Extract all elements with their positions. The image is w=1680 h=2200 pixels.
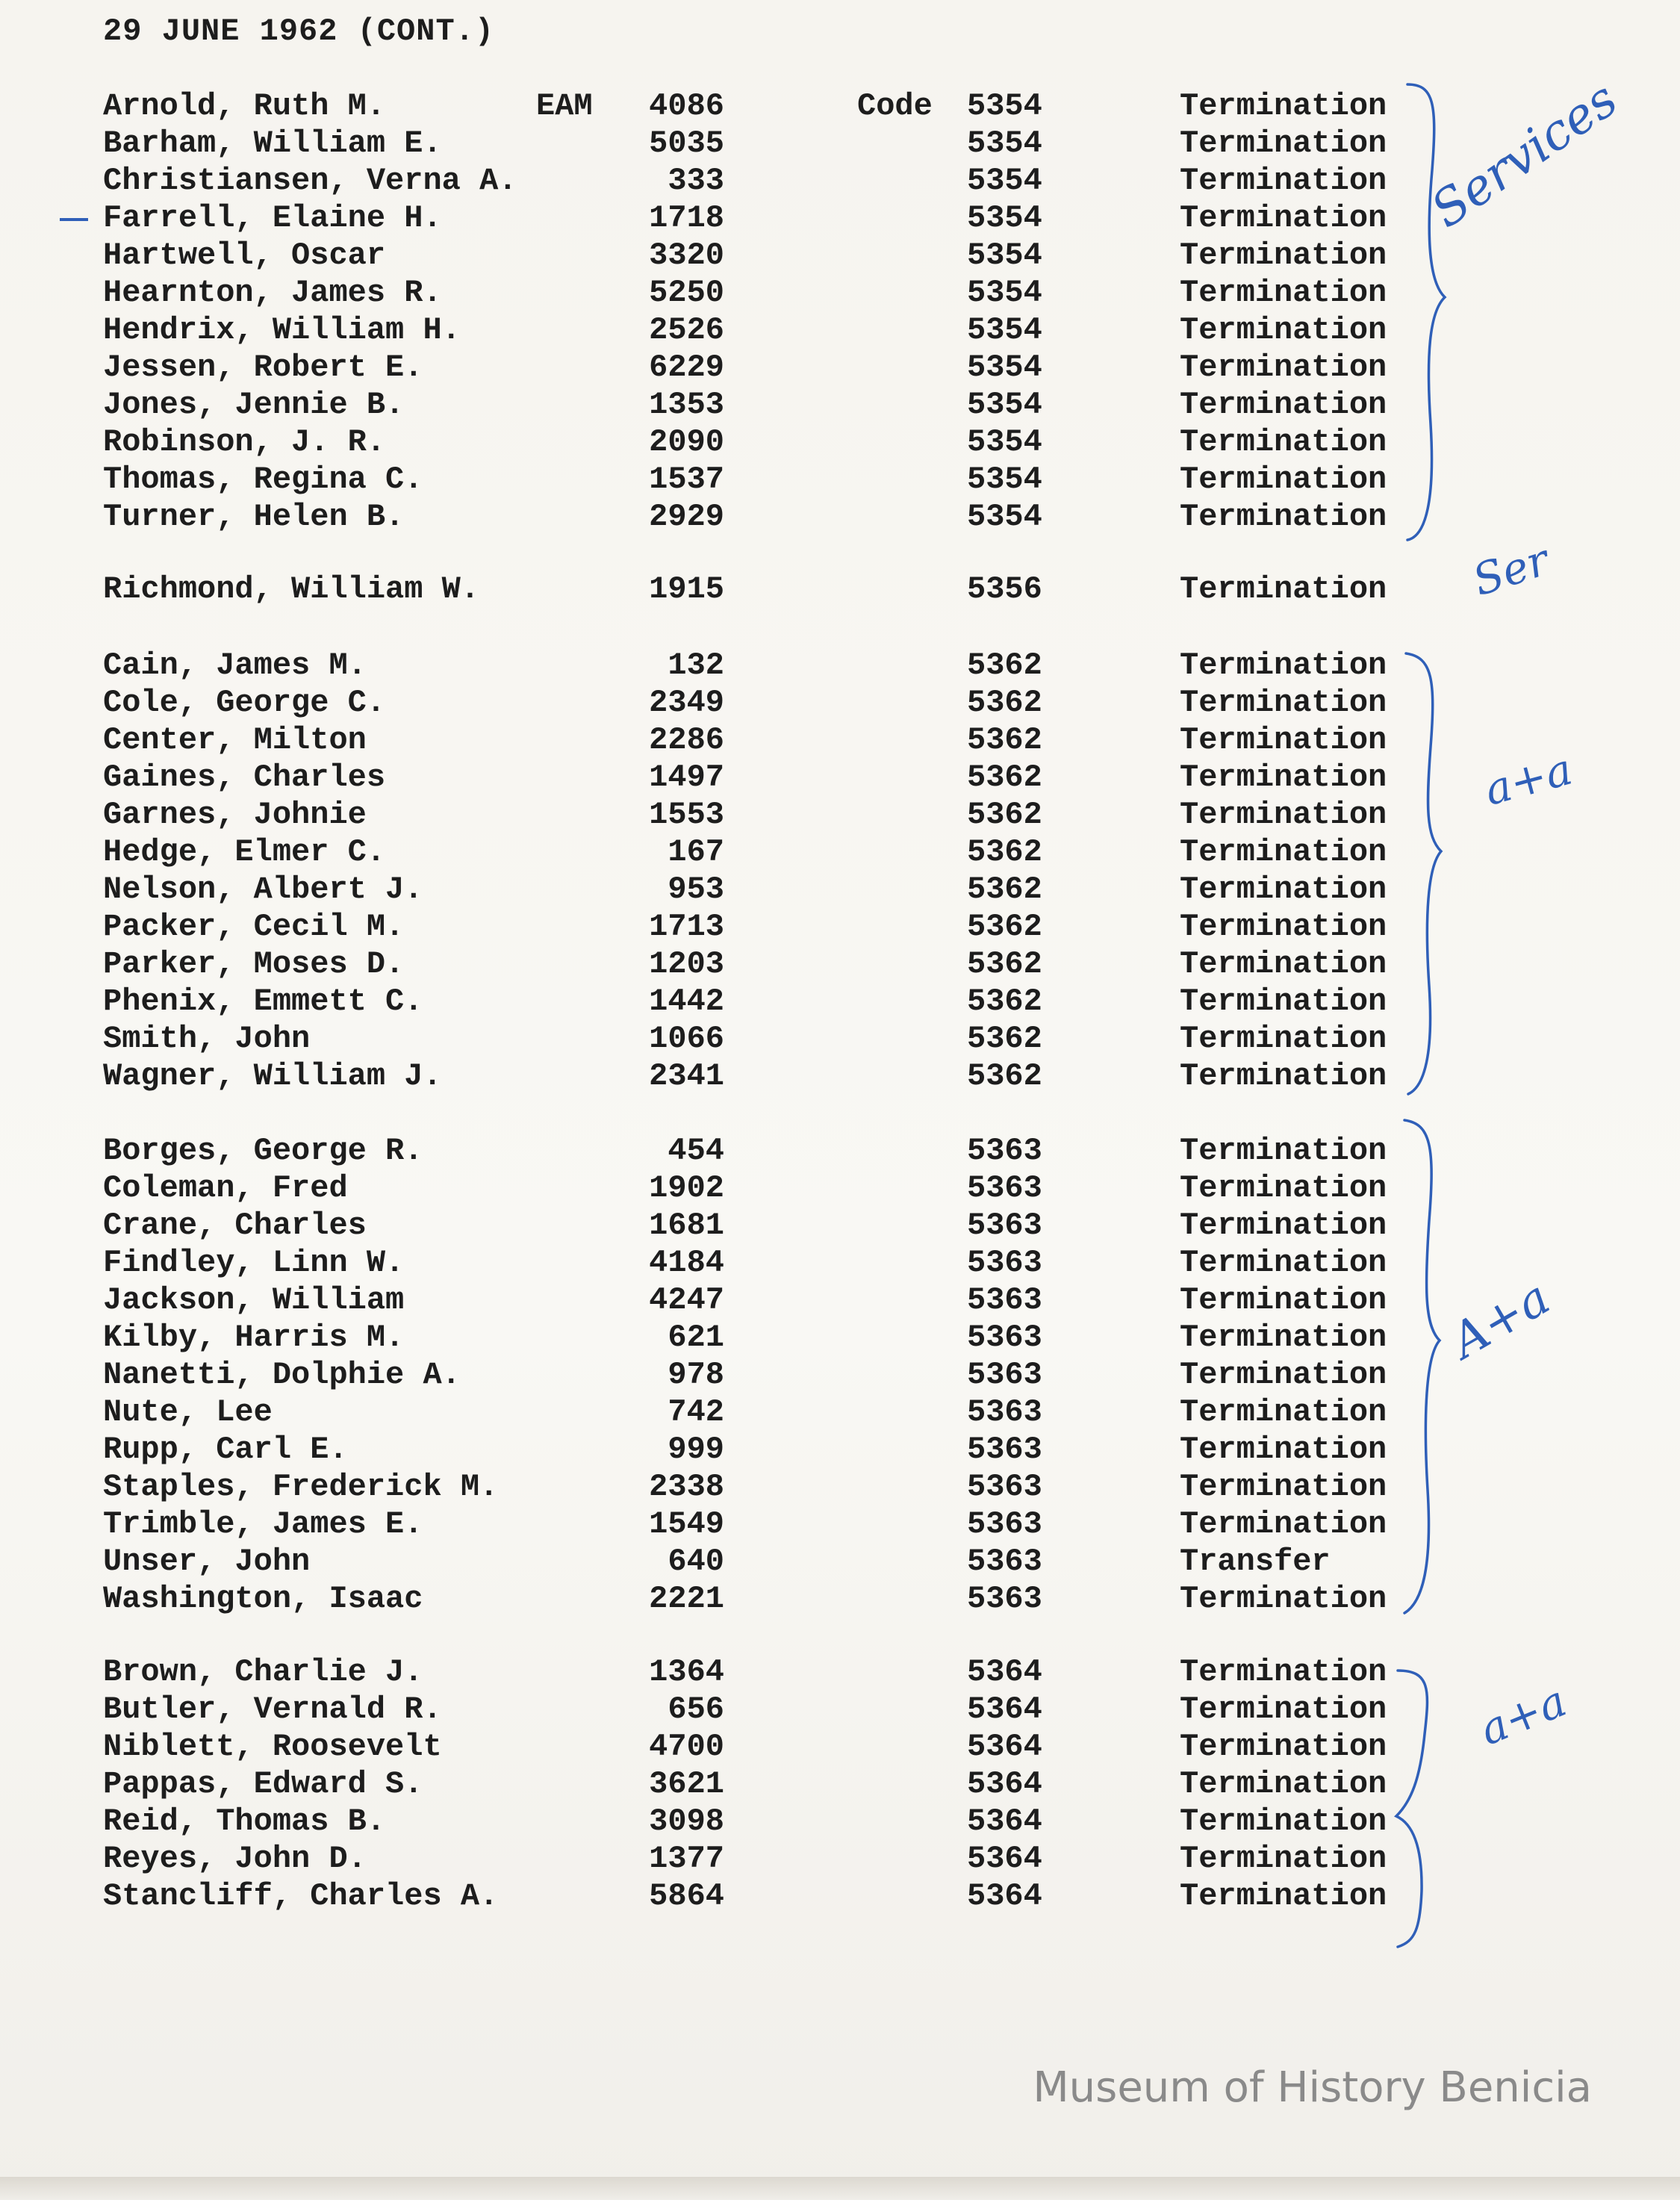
employee-name: Jessen, Robert E. (103, 349, 423, 385)
department-code: 5354 (967, 462, 1042, 497)
action-status: Termination (1180, 349, 1387, 385)
employee-name: Turner, Helen B. (103, 499, 405, 535)
employee-number: 640 (668, 1544, 724, 1579)
employee-name: Center, Milton (103, 722, 367, 758)
employee-name: Hedge, Elmer C. (103, 834, 386, 870)
department-code: 5354 (967, 424, 1042, 460)
department-code: 5363 (967, 1581, 1042, 1617)
action-status: Termination (1180, 1691, 1387, 1727)
department-code: 5354 (967, 312, 1042, 348)
department-code: 5364 (967, 1803, 1042, 1839)
employee-name: Washington, Isaac (103, 1581, 423, 1617)
department-code: 5363 (967, 1245, 1042, 1281)
employee-name: Cole, George C. (103, 685, 386, 721)
employee-name: Findley, Linn W. (103, 1245, 405, 1281)
employee-name: Hendrix, William H. (103, 312, 461, 348)
department-code: 5364 (967, 1841, 1042, 1877)
action-status: Termination (1180, 1766, 1387, 1802)
employee-number: 5864 (649, 1878, 724, 1914)
department-code: 5362 (967, 685, 1042, 721)
department-code: 5354 (967, 237, 1042, 273)
employee-name: Jones, Jennie B. (103, 387, 405, 423)
action-status: Termination (1180, 1021, 1387, 1057)
annotation-group-5362: a+a (1479, 743, 1578, 815)
department-code: 5363 (967, 1394, 1042, 1430)
bracket-5362 (1402, 650, 1455, 1098)
action-status: Termination (1180, 1320, 1387, 1355)
department-code: 5362 (967, 909, 1042, 945)
employee-number: 4700 (649, 1729, 724, 1765)
action-status: Termination (1180, 424, 1387, 460)
department-code: 5362 (967, 797, 1042, 833)
action-status: Termination (1180, 1282, 1387, 1318)
employee-number: 2338 (649, 1469, 724, 1505)
action-status: Transfer (1180, 1544, 1331, 1579)
employee-number: 2929 (649, 499, 724, 535)
department-code: 5364 (967, 1878, 1042, 1914)
department-code: 5363 (967, 1432, 1042, 1467)
employee-name: Farrell, Elaine H. (103, 200, 442, 236)
employee-name: Smith, John (103, 1021, 311, 1057)
employee-name: Borges, George R. (103, 1133, 423, 1169)
employee-number: 2286 (649, 722, 724, 758)
action-status: Termination (1180, 88, 1387, 124)
department-code: 5363 (967, 1170, 1042, 1206)
employee-number: 2090 (649, 424, 724, 460)
action-status: Termination (1180, 946, 1387, 982)
employee-name: Gaines, Charles (103, 759, 386, 795)
action-status: Termination (1180, 275, 1387, 311)
department-code: 5362 (967, 647, 1042, 683)
employee-number: 1718 (649, 200, 724, 236)
employee-number: 953 (668, 871, 724, 907)
action-status: Termination (1180, 647, 1387, 683)
employee-number: 3098 (649, 1803, 724, 1839)
employee-number: 1537 (649, 462, 724, 497)
department-code: 5362 (967, 946, 1042, 982)
bracket-5364 (1389, 1667, 1449, 1951)
action-status: Termination (1180, 462, 1387, 497)
page-header: 29 JUNE 1962 (CONT.) (103, 13, 495, 49)
employee-number: 333 (668, 163, 724, 199)
action-status: Termination (1180, 1432, 1387, 1467)
employee-name: Niblett, Roosevelt (103, 1729, 442, 1765)
employee-name: Robinson, J. R. (103, 424, 386, 460)
department-code: 5363 (967, 1208, 1042, 1243)
employee-number: 1364 (649, 1654, 724, 1690)
department-code: 5363 (967, 1133, 1042, 1169)
employee-name: Butler, Vernald R. (103, 1691, 442, 1727)
employee-name: Reyes, John D. (103, 1841, 367, 1877)
action-status: Termination (1180, 125, 1387, 161)
employee-number: 4086 (649, 88, 724, 124)
department-code: 5363 (967, 1544, 1042, 1579)
employee-name: Stancliff, Charles A. (103, 1878, 499, 1914)
department-code: 5362 (967, 871, 1042, 907)
employee-number: 1497 (649, 759, 724, 795)
action-status: Termination (1180, 1803, 1387, 1839)
department-code: 5354 (967, 387, 1042, 423)
employee-number: 1902 (649, 1170, 724, 1206)
employee-number: 1549 (649, 1506, 724, 1542)
bracket-5354 (1404, 81, 1456, 544)
action-status: Termination (1180, 387, 1387, 423)
department-code: 5362 (967, 1058, 1042, 1094)
employee-name: Christiansen, Verna A. (103, 163, 517, 199)
department-code: 5354 (967, 88, 1042, 124)
employee-name: Hartwell, Oscar (103, 237, 386, 273)
employee-number: 167 (668, 834, 724, 870)
employee-number: 2349 (649, 685, 724, 721)
employee-name: Coleman, Fred (103, 1170, 348, 1206)
employee-number: 2341 (649, 1058, 724, 1094)
department-code: 5356 (967, 571, 1042, 607)
employee-name: Nanetti, Dolphie A. (103, 1357, 461, 1393)
employee-number: 2221 (649, 1581, 724, 1617)
employee-number: 1442 (649, 984, 724, 1019)
employee-number: 4184 (649, 1245, 724, 1281)
action-status: Termination (1180, 163, 1387, 199)
employee-name: Kilby, Harris M. (103, 1320, 405, 1355)
employee-number: 3621 (649, 1766, 724, 1802)
annotation-services: Services (1420, 70, 1628, 240)
annotation-ser: Ser (1466, 534, 1555, 606)
annotation-group-5364: a+a (1472, 1675, 1573, 1756)
employee-name: Nelson, Albert J. (103, 871, 423, 907)
employee-number: 656 (668, 1691, 724, 1727)
group-5356 (0, 571, 1680, 608)
action-status: Termination (1180, 871, 1387, 907)
department-code: 5354 (967, 275, 1042, 311)
action-status: Termination (1180, 834, 1387, 870)
employee-number: 454 (668, 1133, 724, 1169)
employee-number: 132 (668, 647, 724, 683)
department-code: 5354 (967, 125, 1042, 161)
employee-name: Hearnton, James R. (103, 275, 442, 311)
employee-name: Phenix, Emmett C. (103, 984, 423, 1019)
department-code: 5364 (967, 1766, 1042, 1802)
department-code: 5362 (967, 759, 1042, 795)
employee-name: Cain, James M. (103, 647, 367, 683)
employee-number: 999 (668, 1432, 724, 1467)
employee-name: Barham, William E. (103, 125, 442, 161)
action-status: Termination (1180, 909, 1387, 945)
employee-number: 1681 (649, 1208, 724, 1243)
action-status: Termination (1180, 1058, 1387, 1094)
employee-name: Pappas, Edward S. (103, 1766, 423, 1802)
action-status: Termination (1180, 722, 1387, 758)
department-code: 5363 (967, 1320, 1042, 1355)
action-status: Termination (1180, 1133, 1387, 1169)
employee-number: 3320 (649, 237, 724, 273)
action-status: Termination (1180, 1581, 1387, 1617)
employee-number: 1713 (649, 909, 724, 945)
table-row (0, 571, 1680, 608)
employee-number: 1353 (649, 387, 724, 423)
department-code: 5362 (967, 834, 1042, 870)
employee-name: Nute, Lee (103, 1394, 273, 1430)
watermark: Museum of History Benicia (1033, 2063, 1592, 2112)
action-status: Termination (1180, 1357, 1387, 1393)
action-status: Termination (1180, 1394, 1387, 1430)
action-status: Termination (1180, 1245, 1387, 1281)
department-code: 5363 (967, 1282, 1042, 1318)
employee-number: 621 (668, 1320, 724, 1355)
eam-label: EAM (536, 88, 593, 124)
employee-name: Wagner, William J. (103, 1058, 442, 1094)
action-status: Termination (1180, 1841, 1387, 1877)
employee-number: 1553 (649, 797, 724, 833)
employee-name: Packer, Cecil M. (103, 909, 405, 945)
action-status: Termination (1180, 759, 1387, 795)
employee-number: 5250 (649, 275, 724, 311)
department-code: 5354 (967, 200, 1042, 236)
action-status: Termination (1180, 1506, 1387, 1542)
action-status: Termination (1180, 1208, 1387, 1243)
employee-name: Jackson, William (103, 1282, 405, 1318)
employee-name: Richmond, William W. (103, 571, 480, 607)
department-code: 5363 (967, 1469, 1042, 1505)
employee-name: Garnes, Johnie (103, 797, 367, 833)
department-code: 5363 (967, 1506, 1042, 1542)
employee-number: 1066 (649, 1021, 724, 1057)
department-code: 5364 (967, 1654, 1042, 1690)
action-status: Termination (1180, 200, 1387, 236)
employee-number: 6229 (649, 349, 724, 385)
department-code: 5363 (967, 1357, 1042, 1393)
department-code: 5354 (967, 349, 1042, 385)
employee-name: Thomas, Regina C. (103, 462, 423, 497)
employee-name: Parker, Moses D. (103, 946, 405, 982)
employee-name: Reid, Thomas B. (103, 1803, 386, 1839)
action-status: Termination (1180, 797, 1387, 833)
employee-name: Trimble, James E. (103, 1506, 423, 1542)
action-status: Termination (1180, 984, 1387, 1019)
employee-name: Crane, Charles (103, 1208, 367, 1243)
action-status: Termination (1180, 1170, 1387, 1206)
employee-number: 1377 (649, 1841, 724, 1877)
action-status: Termination (1180, 685, 1387, 721)
code-label: Code (857, 88, 933, 124)
department-code: 5362 (967, 984, 1042, 1019)
action-status: Termination (1180, 1729, 1387, 1765)
annotation-group-5363: A+a (1442, 1270, 1560, 1370)
action-status: Termination (1180, 1654, 1387, 1690)
employee-number: 742 (668, 1394, 724, 1430)
employee-number: 1203 (649, 946, 724, 982)
department-code: 5364 (967, 1691, 1042, 1727)
action-status: Termination (1180, 312, 1387, 348)
action-status: Termination (1180, 237, 1387, 273)
action-status: Termination (1180, 571, 1387, 607)
employee-name: Unser, John (103, 1544, 311, 1579)
department-code: 5362 (967, 1021, 1042, 1057)
action-status: Termination (1180, 1469, 1387, 1505)
employee-number: 2526 (649, 312, 724, 348)
action-status: Termination (1180, 499, 1387, 535)
department-code: 5354 (967, 163, 1042, 199)
department-code: 5362 (967, 722, 1042, 758)
employee-name: Staples, Frederick M. (103, 1469, 499, 1505)
employee-name: Brown, Charlie J. (103, 1654, 423, 1690)
department-code: 5364 (967, 1729, 1042, 1765)
employee-name: Arnold, Ruth M. (103, 88, 386, 124)
employee-number: 5035 (649, 125, 724, 161)
department-code: 5354 (967, 499, 1042, 535)
employee-number: 978 (668, 1357, 724, 1393)
employee-number: 1915 (649, 571, 724, 607)
action-status: Termination (1180, 1878, 1387, 1914)
page-bottom-edge (0, 2177, 1680, 2200)
bracket-5363 (1401, 1116, 1453, 1617)
employee-number: 4247 (649, 1282, 724, 1318)
employee-name: Rupp, Carl E. (103, 1432, 348, 1467)
